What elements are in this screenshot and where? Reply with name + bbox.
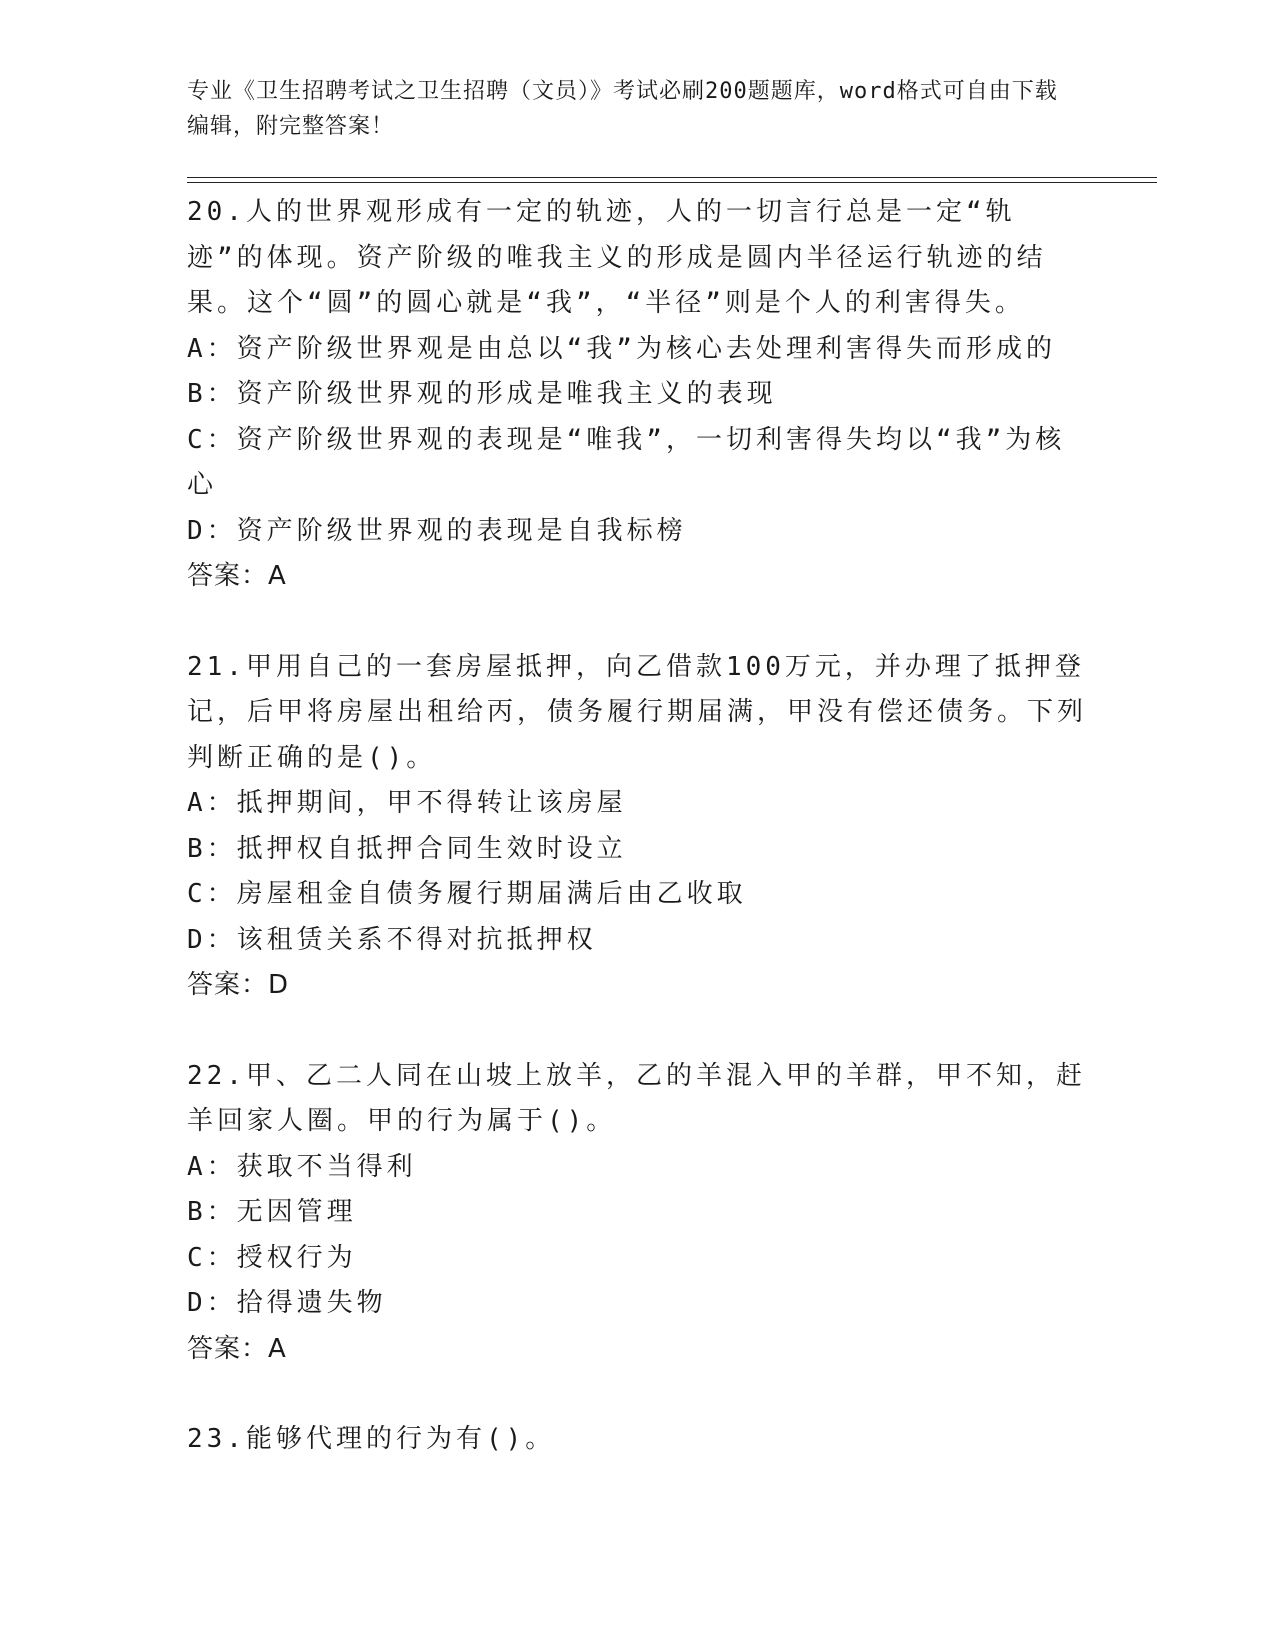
option-a: A：获取不当得利 — [187, 1151, 417, 1182]
option-b: B：资产阶级世界观的形成是唯我主义的表现 — [187, 379, 777, 409]
option-d: D：资产阶级世界观的表现是自我标榜 — [187, 515, 687, 546]
option-b: B：无因管理 — [187, 1197, 357, 1227]
option-d: D：该租赁关系不得对抗抵押权 — [187, 924, 597, 955]
question-list — [187, 190, 1087, 1508]
question-22 — [187, 1054, 1087, 1373]
document-header: 专业《卫生招聘考试之卫生招聘（文员）》考试必刷200题题库，word格式可自由下载编辑，附完整答案！ — [187, 79, 1058, 139]
question-21 — [187, 645, 1087, 1009]
answer: 答案：D — [187, 970, 290, 1000]
option-c: C：房屋租金自债务履行期届满后由乙收取 — [187, 879, 747, 909]
answer: 答案：A — [187, 561, 287, 591]
question-text: 22.甲、乙二人同在山坡上放羊，乙的羊混入甲的羊群，甲不知，赶羊回家人圈。甲的行为属于()。 — [187, 1060, 1086, 1136]
question-text: 20.人的世界观形成有一定的轨迹，人的一切言行总是一定“轨迹”的体现。资产阶级的唯我主义的形成是圆内半径运行轨迹的结果。这个“圆”的圆心就是“我”，“半径”则是个人的利害得失。 — [187, 197, 1047, 318]
option-a: A：抵押期间，甲不得转让该房屋 — [187, 788, 627, 818]
question-text: 21.甲用自己的一套房屋抵押，向乙借款100万元，并办理了抵押登记，后甲将房屋出租给丙，债务履行期届满，甲没有偿还债务。下列判断正确的是()。 — [187, 651, 1088, 773]
option-d: D：拾得遗失物 — [187, 1288, 387, 1318]
question-text: 23.能够代理的行为有()。 — [187, 1424, 556, 1454]
header-double-rule — [187, 177, 1157, 183]
question-23 — [187, 1417, 1087, 1463]
option-c: C：授权行为 — [187, 1242, 357, 1273]
option-b: B：抵押权自抵押合同生效时设立 — [187, 833, 627, 864]
answer: 答案：A — [187, 1333, 287, 1364]
option-c: C：资产阶级世界观的表现是“唯我”，一切利害得失均以“我”为核心 — [187, 424, 1066, 500]
question-20 — [187, 190, 1087, 600]
option-a: A：资产阶级世界观是由总以“我”为核心去处理利害得失而形成的 — [187, 333, 1056, 364]
